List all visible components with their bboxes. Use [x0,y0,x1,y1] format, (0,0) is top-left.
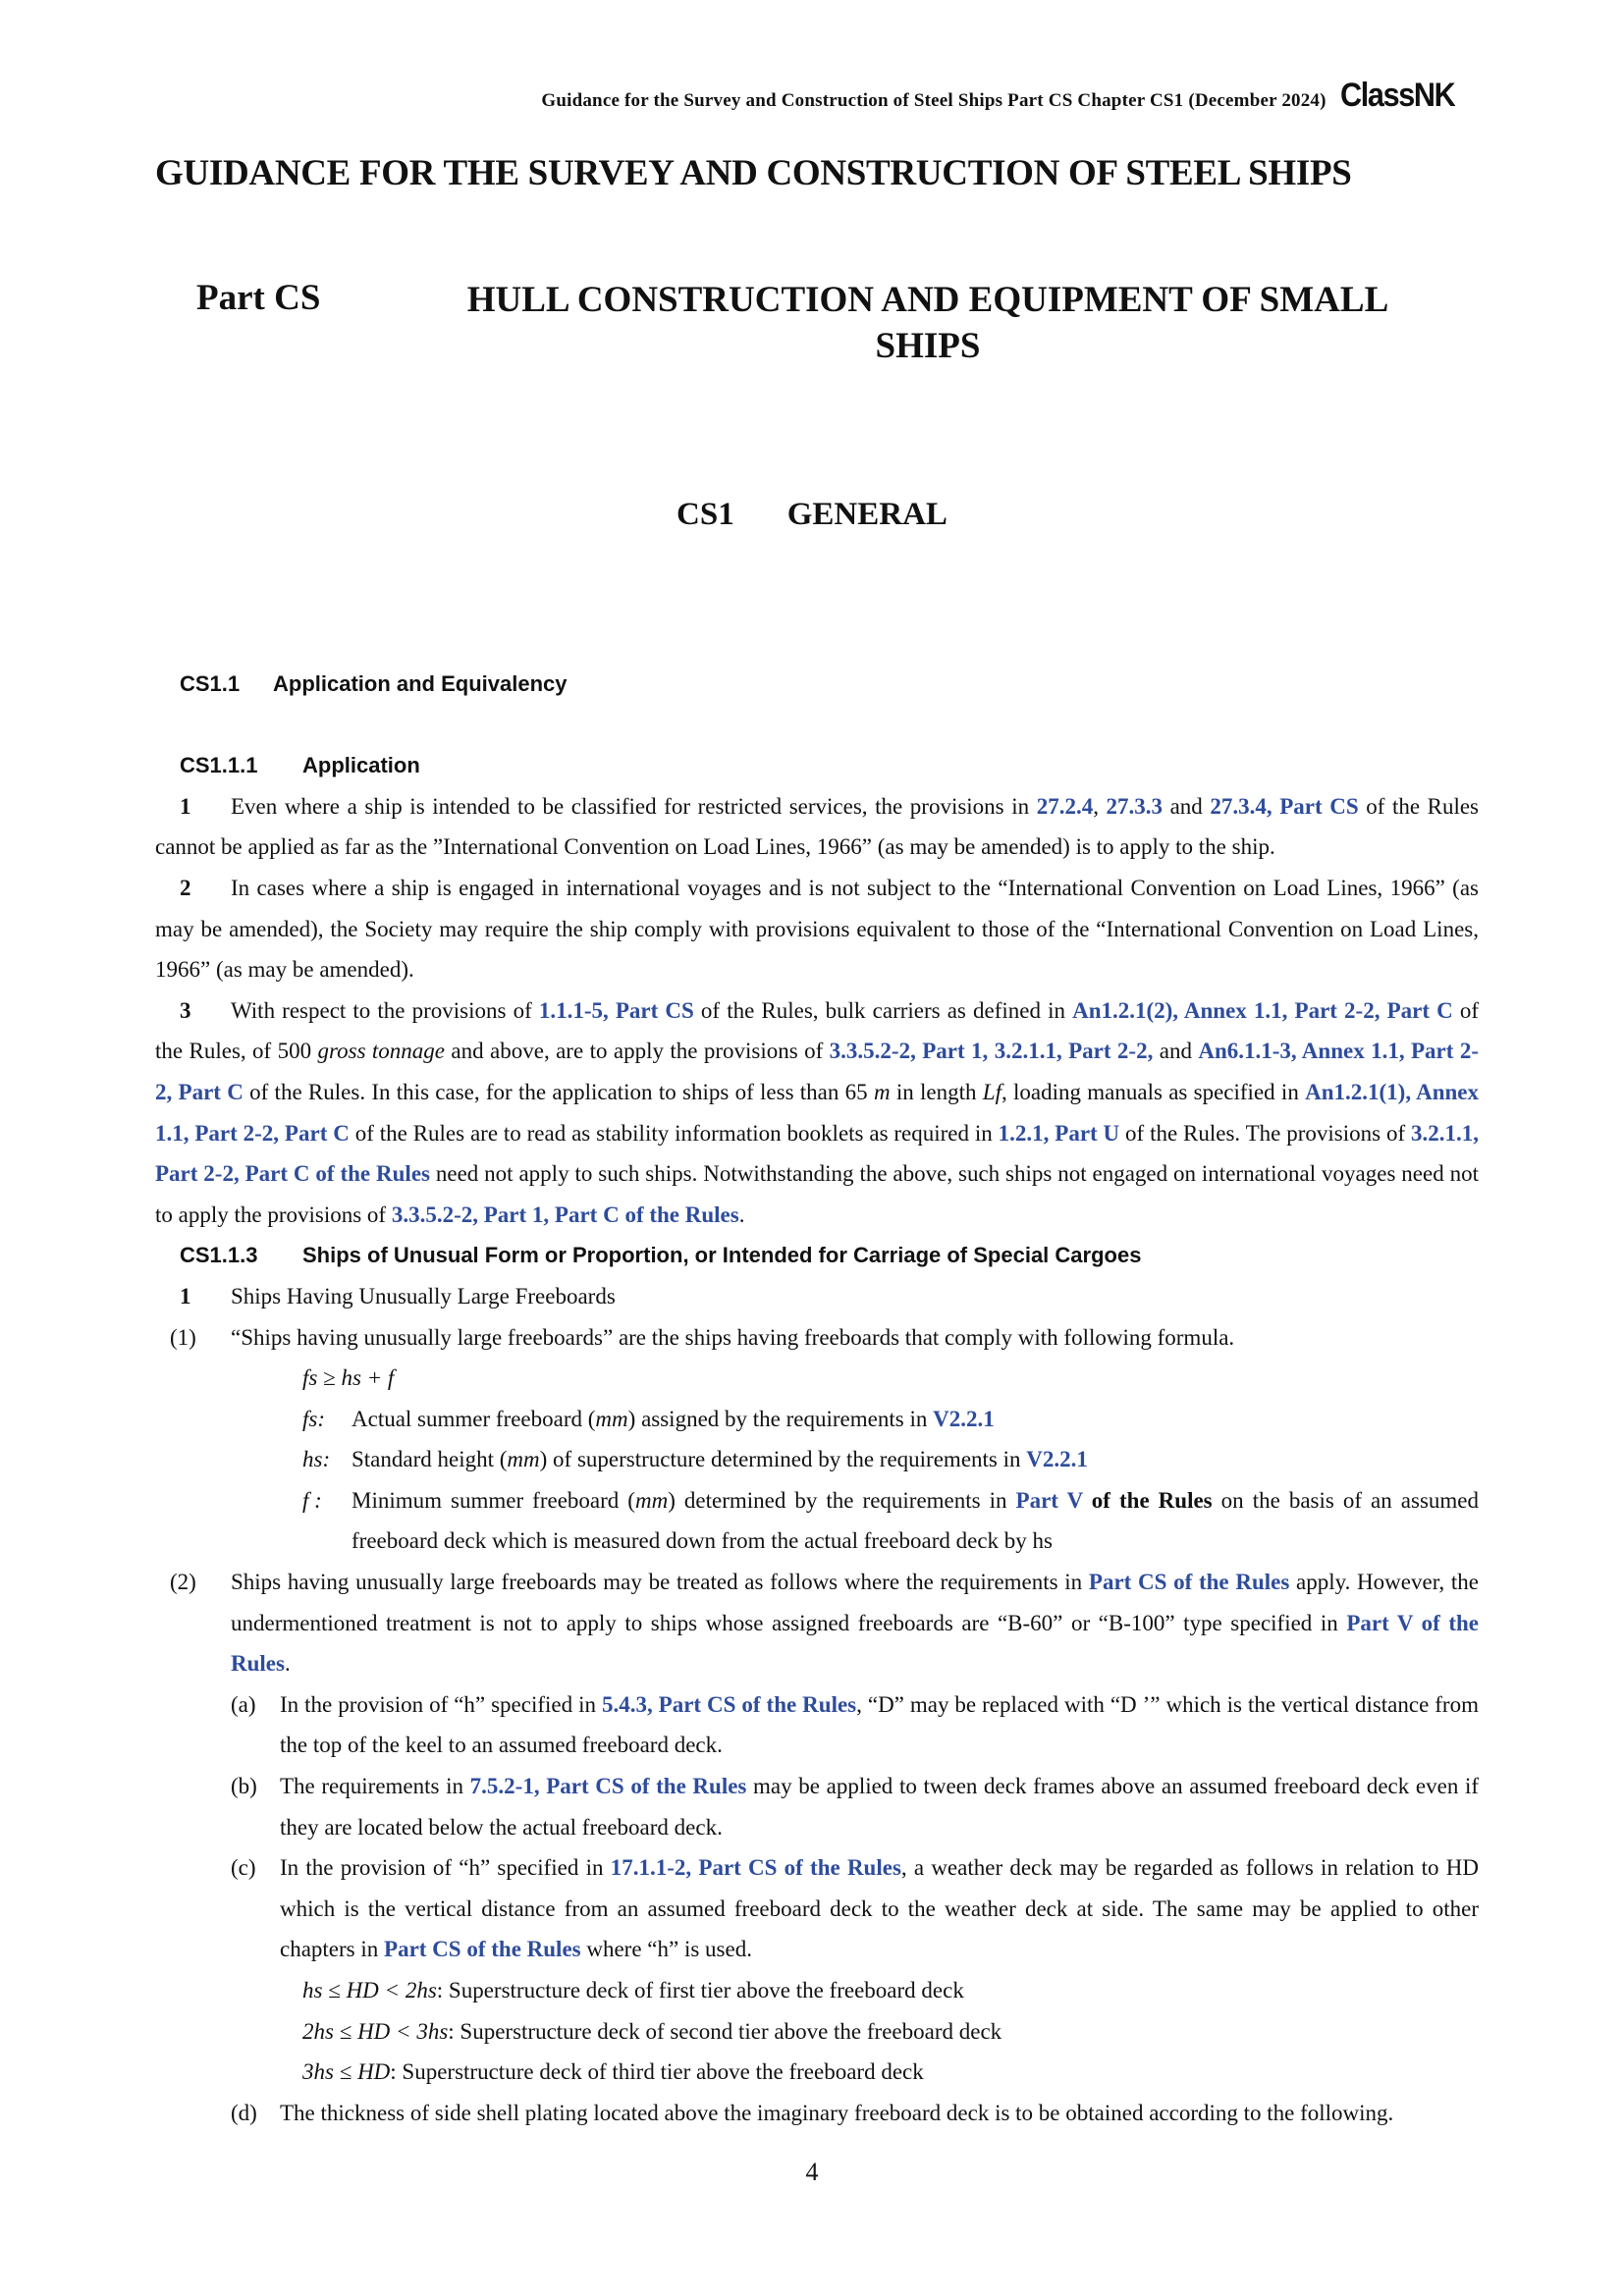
rule-link[interactable]: 7.5.2-1, Part CS of the Rules [469,1774,747,1799]
paragraph-number: 1 [180,793,191,819]
text: With respect to the provisions of [231,997,539,1023]
text: , loading manuals as specified in [1001,1079,1306,1104]
paragraph-3 [155,990,1479,1236]
subitem-d [155,2093,1479,2134]
rule-link[interactable]: Part CS of the Rules [1088,1570,1290,1595]
text: Ships having unusually large freeboards may be treated as follows where the requirements in [231,1570,1089,1595]
freeboard-formula: fs ≥ hs + f [302,1365,395,1391]
text: In cases where a ship is engaged in international voyages and is not subject to the “International Convention on Load Lines, 1966” (as may be amended), the Society may require the ship comply with provisions equivalent to those of the “International Convention on Load Lines, 1966” (as may be amended). [155,875,1479,983]
italic-text: gross tonnage [317,1039,446,1064]
rule-link[interactable]: 27.3.4, Part CS [1210,793,1359,819]
text: of the Rules, bulk carriers as defined in [693,997,1073,1023]
part-title [427,277,1429,369]
rule-link[interactable]: 17.1.1-2, Part CS of the Rules [610,1855,901,1881]
unit: mm [507,1447,540,1472]
rule-link[interactable]: Part V of the Rules [231,1610,1479,1677]
text: need not apply to such ships. Notwithstanding the above, such ships not engaged on international voyages need not to apply the provisions of [155,1161,1480,1227]
math-expression: hs ≤ HD < 2hs [302,1978,437,2002]
text: may be applied to tween deck frames above an assumed freeboard deck even if they are located below the actual freeboard deck. [280,1774,1480,1840]
running-title: Guidance for the Survey and Construction of Steel Ships Part CS Chapter CS1 (December 2024) [541,90,1326,111]
subsection-title: Application [302,753,420,778]
text: , “D” may be replaced with “D ’” which is the vertical distance from the top of the keel to an assumed freeboard deck. [280,1691,1479,1758]
rule-link[interactable]: V2.2.1 [1026,1447,1088,1472]
text: Standard height ( [352,1447,508,1472]
text: “Ships having unusually large freeboards” are the ships having freeboards that comply with following formula. [231,1324,1235,1350]
text: in length [890,1079,983,1104]
section-number: CS1.1 [180,671,241,696]
rule-link[interactable]: 5.4.3, Part CS of the Rules [601,1691,857,1717]
subsection-heading-unusual-form [155,1235,1479,1276]
subitem-a [155,1684,1479,1766]
text: where “h” is used. [580,1937,752,1962]
math-expression: 2hs ≤ HD < 3hs [302,2018,449,2044]
subitem-label: (b) [231,1774,257,1799]
subsection-number: CS1.1.3 [180,1243,258,1268]
text: The requirements in [280,1774,470,1799]
text: , a weather deck may be regarded as follows in relation to HD which is the vertical distance from an assumed freeboard deck to the weather deck at side. The same may be applied to other chapters in [280,1855,1479,1962]
unit: mm [634,1487,669,1513]
rule-link[interactable]: V2.2.1 [933,1406,995,1431]
rule-link[interactable]: 27.2.4 [1036,793,1094,819]
rule-link[interactable]: 3.3.5.2-2, Part 1, 3.2.1.1, Part 2-2, [829,1039,1154,1064]
text: : Superstructure deck of first tier above the freeboard deck [436,1978,964,2002]
chapter-number: CS1 [677,497,734,532]
chapter-title: GENERAL [786,497,947,532]
rule-link[interactable]: 1.1.1-5, Part CS [538,997,694,1023]
text: of the Rules are to read as stability information booklets as required in [349,1120,999,1146]
document-title: GUIDANCE FOR THE SURVEY AND CONSTRUCTION OF STEEL SHIPS [155,153,1352,193]
definition-hs [302,1439,1479,1480]
condition-second-tier [155,2011,1479,2053]
text: Minimum summer freeboard ( [352,1487,635,1513]
item-label: (2) [170,1570,196,1595]
text: and [1163,793,1211,819]
page-number: 4 [805,2158,819,2186]
part-title-line1: HULL CONSTRUCTION AND EQUIPMENT OF SMALL [466,280,1389,320]
subsection-title: Ships of Unusual Form or Proportion, or Intended for Carriage of Special Cargoes [302,1243,1142,1268]
text: In the provision of “h” specified in [280,1691,602,1717]
subitem-b [155,1766,1479,1847]
symbol: fs: [302,1406,326,1431]
symbol: f : [302,1487,322,1513]
definition-f [302,1480,1479,1562]
condition-third-tier [155,2052,1479,2093]
item-2 [155,1562,1479,1684]
bold-text: of the Rules [1082,1487,1213,1513]
text: ) assigned by the requirements in [627,1406,934,1431]
rule-link[interactable]: Part CS of the Rules [384,1937,581,1962]
italic-text: m [873,1079,891,1104]
subitem-label: (a) [231,1691,256,1717]
text: of the Rules. In this case, for the application to ships of less than 65 [243,1079,874,1104]
text: : Superstructure deck of second tier above the freeboard deck [448,2018,1002,2044]
definition-fs [302,1399,1479,1440]
text: . [284,1651,291,1677]
rule-link[interactable]: 27.3.3 [1106,793,1164,819]
text: of the Rules, of 500 [155,997,1479,1064]
italic-text: Lf [982,1079,1001,1104]
text: Actual summer freeboard ( [352,1406,596,1431]
math-expression: 3hs ≤ HD [302,2059,391,2085]
text: and [1153,1039,1199,1064]
rule-link[interactable]: An1.2.1(1), Annex 1.1, Part 2-2, Part C [155,1079,1479,1146]
paragraph-number: 2 [180,875,191,900]
part-label: Part CS [196,278,321,318]
text: In the provision of “h” specified in [280,1855,611,1881]
paragraph-number: 1 [180,1283,191,1308]
text: ) determined by the requirements in [668,1487,1016,1513]
symbol: hs: [302,1447,331,1472]
subitem-c [155,1847,1479,1970]
running-header [541,79,1467,112]
paragraph-2 [155,868,1479,990]
section-heading [155,664,1479,705]
subitem-label: (d) [231,2100,257,2125]
text: The thickness of side shell plating located above the imaginary freeboard deck is to be obtained according to the following. [280,2100,1394,2125]
text: Even where a ship is intended to be classified for restricted services, the provisions in [231,793,1037,819]
rule-link[interactable]: 3.2.1.1, Part 2-2, Part C of the Rules [155,1120,1479,1187]
paragraph-large-freeboards [155,1276,1479,1317]
paragraph-number: 3 [180,997,191,1023]
classnk-logo [1340,79,1454,112]
text: and above, are to apply the provisions of [445,1039,830,1064]
rule-link[interactable]: An1.2.1(2), Annex 1.1, Part 2-2, Part C [1072,997,1453,1023]
paragraph-1 [155,786,1479,868]
item-1 [155,1317,1479,1359]
text: ) of superstructure determined by the requirements in [539,1447,1027,1472]
rule-link[interactable]: 3.3.5.2-2, Part 1, Part C of the Rules [391,1201,739,1227]
text: , [1093,793,1107,819]
rule-link[interactable]: Part V [1015,1487,1083,1513]
condition-first-tier [155,1970,1479,2011]
part-title-line2: SHIPS [875,326,981,366]
subitem-label: (c) [231,1855,256,1881]
text: on the basis of an assumed freeboard deck which is measured down from the actual freeboard deck by hs [352,1487,1479,1554]
logo-nk-text: NK [1413,77,1455,114]
item-label: (1) [170,1324,196,1350]
symbol-definitions [155,1399,1479,1562]
text: . [738,1201,745,1227]
main-content [155,664,1479,2133]
subsection-number: CS1.1.1 [180,753,258,778]
text: of the Rules. The provisions of [1119,1120,1411,1146]
rule-link[interactable]: An6.1.1-3, Annex 1.1, Part 2-2, Part C [155,1039,1479,1104]
chapter-heading [0,497,1624,533]
subsection-heading-application [155,745,1479,786]
logo-class-text: Class [1339,77,1414,114]
text: Ships Having Unusually Large Freeboards [231,1283,616,1308]
section-title: Application and Equivalency [273,671,568,696]
unit: mm [595,1406,628,1431]
text: : Superstructure deck of third tier above the freeboard deck [390,2059,924,2085]
rule-link[interactable]: 1.2.1, Part U [998,1120,1120,1146]
text: of the Rules cannot be applied as far as the ”International Convention on Load Lines, 1966” (as may be amended) is to apply to the ship. [155,793,1480,860]
text: apply. However, the undermentioned treatment is not to apply to ships whose assigned freeboards are “B-60” or “B-100” type specified in [231,1570,1479,1635]
